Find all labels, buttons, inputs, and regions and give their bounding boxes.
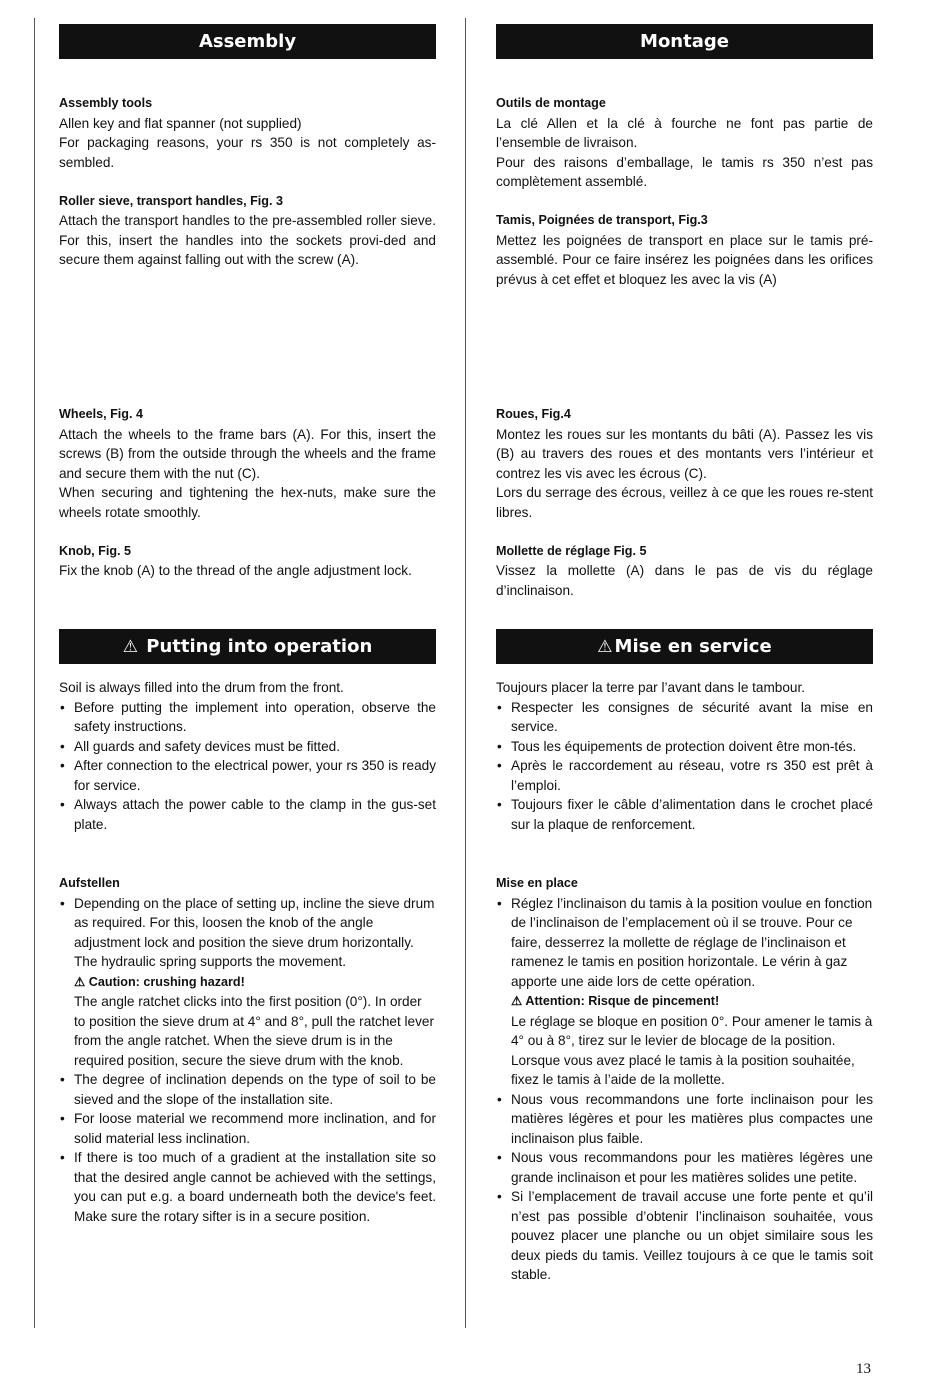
mise-en-service-intro: Toujours placer la terre par l’avant dans le tambour. <box>496 680 806 695</box>
page-number: 13 <box>856 1361 871 1377</box>
warning-triangle-icon: ⚠ <box>597 637 613 657</box>
list-item: • Nous vous recommandons pour les matières légères une grande inclinaison et pour les matières solides une petite. <box>496 1148 873 1187</box>
roues-heading: Roues, Fig.4 <box>496 407 571 421</box>
mise-en-place-section <box>496 874 873 1285</box>
wheels-section <box>59 405 436 581</box>
warning-triangle-icon: ⚠ <box>511 994 523 1008</box>
list-item: • After connection to the electrical power, your rs 350 is ready for service. <box>59 756 436 795</box>
roues-text: Montez les roues sur les montants du bâti (A). Passez les vis (B) au travers des roues et des montants vers l’intérieur et contrez les vis avec les écrous (C). <box>496 426 873 481</box>
montage-section <box>496 24 873 289</box>
caution-text: Attention: Risque de pincement! <box>525 994 720 1008</box>
wheels-tighten-text: When securing and tightening the hex-nuts, make sure the wheels rotate smoothly. <box>59 485 436 520</box>
tamis-text: Mettez les poignées de transport en place sur le tamis pré-assemblé. Pour ce faire insérez les poignées dans les orifices prévus à cet effet et bloquez les avec la vis (A) <box>496 232 873 287</box>
list-item: • Before putting the implement into operation, observe the safety instructions. <box>59 698 436 737</box>
list-item: • Respecter les consignes de sécurité avant la mise en service. <box>496 698 873 737</box>
mise-en-service-title: Mise en service <box>614 636 772 657</box>
setup-section <box>59 874 436 1226</box>
setup-heading: Aufstellen <box>59 876 120 890</box>
mise-en-service-section <box>496 629 873 834</box>
caution-line <box>74 975 245 989</box>
warning-triangle-icon: ⚠ <box>122 637 138 657</box>
assembly-tools-text: Allen key and flat spanner (not supplied) <box>59 115 302 131</box>
mollette-heading: Mollette de réglage Fig. 5 <box>496 543 647 558</box>
list-item: • Après le raccordement au réseau, votre rs 350 est prêt à l’emploi. <box>496 756 873 795</box>
mise-en-service-list <box>496 698 873 835</box>
mise-en-service-title-bar <box>496 629 873 664</box>
list-item: • Tous les équipements de protection doivent être mon-tés. <box>496 737 873 757</box>
list-item: • Always attach the power cable to the clamp in the gus-set plate. <box>59 795 436 834</box>
list-item <box>496 894 873 1090</box>
roues-section <box>496 405 873 600</box>
setup-list <box>59 894 436 1227</box>
list-item <box>59 894 436 1071</box>
tamis-heading: Tamis, Poignées de transport, Fig.3 <box>496 213 708 227</box>
assembly-section <box>59 24 436 270</box>
roues-serrage-text: Lors du serrage des écrous, veillez à ce que les roues re-stent libres. <box>496 485 873 520</box>
center-column-rule <box>465 18 466 1328</box>
operation-title: Putting into operation <box>146 636 373 657</box>
assembly-title-bar <box>59 24 436 59</box>
setup-text: Depending on the place of setting up, incline the sieve drum as required. For this, loosen the knob of the angle adjustment lock and position the sieve drum horizontally. The hydraulic spring supports the movement. <box>74 895 435 969</box>
montage-title: Montage <box>640 31 729 52</box>
operation-title-bar <box>59 629 436 664</box>
list-item: • The degree of inclination depends on the type of soil to be sieved and the slope of the installation site. <box>59 1070 436 1109</box>
assembly-tools-heading: Assembly tools <box>59 96 153 110</box>
list-item: • Si l’emplacement de travail accuse une forte pente et qu’il n’est pas possible d’obtenir l’inclinaison souhaitée, vous pouvez placer une planche ou un objet similaire sous les deux pieds du tamis. Veillez toujours à ce que le tamis soit stable. <box>496 1187 873 1285</box>
operation-intro: Soil is always filled into the drum from the front. <box>59 680 344 695</box>
list-item: • For loose material we recommend more inclination, and for solid material less inclination. <box>59 1109 436 1148</box>
list-item: • All guards and safety devices must be fitted. <box>59 737 436 757</box>
roller-sieve-heading: Roller sieve, transport handles, Fig. 3 <box>59 193 283 208</box>
montage-packaging-text: Pour des raisons d’emballage, le tamis rs 350 n’est pas complètement assemblé. <box>496 154 873 189</box>
list-item: • Nous vous recommandons une forte inclinaison pour les matières légères et pour les matières plus compactes une inclinaison plus faible. <box>496 1090 873 1149</box>
operation-list <box>59 698 436 835</box>
assembly-title: Assembly <box>198 31 297 52</box>
mollette-text: Vissez la mollette (A) dans le pas de vis du réglage d’inclinaison. <box>496 563 873 598</box>
mise-en-place-heading: Mise en place <box>496 876 578 890</box>
wheels-text: Attach the wheels to the frame bars (A). For this, insert the screws (B) from the outside through the wheels and the frame and secure them with the nut (C). <box>59 426 436 481</box>
wheels-heading: Wheels, Fig. 4 <box>59 407 143 421</box>
caution-line <box>511 994 719 1008</box>
mise-en-place-reglage-text: Le réglage se bloque en position 0°. Pour amener le tamis à 4° ou à 8°, tirez sur le levier de blocage de la position. Lorsque vous avez placé le tamis à la position souhaitée, fixez le tamis à l’aide de la mollette. <box>511 1013 873 1087</box>
caution-text: Caution: crushing hazard! <box>88 974 245 989</box>
montage-tools-text: La clé Allen et la clé à fourche ne font pas partie de l’ensemble de livraison. <box>496 115 873 150</box>
knob-heading: Knob, Fig. 5 <box>59 543 132 558</box>
list-item: • Toujours fixer le câble d’alimentation dans le crochet placé sur la plaque de renforcement. <box>496 795 873 834</box>
list-item: • If there is too much of a gradient at the installation site so that the desired angle cannot be achieved with the settings, you can put e.g. a board underneath both the device's feet. Make sure the rotary sifter is in a secure position. <box>59 1148 436 1226</box>
montage-tools-heading: Outils de montage <box>496 96 606 110</box>
roller-sieve-text: Attach the transport handles to the pre-assembled roller sieve. For this, insert the handles into the sockets provi-ded and secure them against falling out with the screw (A). <box>59 213 436 267</box>
left-margin-rule <box>34 18 35 1328</box>
mise-en-place-list <box>496 894 873 1285</box>
assembly-packaging-text: For packaging reasons, your rs 350 is not completely as-sembled. <box>59 135 436 170</box>
warning-triangle-icon: ⚠ <box>74 974 86 989</box>
montage-title-bar <box>496 24 873 59</box>
mise-en-place-text: Réglez l’inclinaison du tamis à la position voulue en fonction de l’inclinaison de l’emplacement où il se trouve. Pour ce faire, desserrez la mollette de réglage de l’inclinaison et ramenez le tamis en position horizontale. Le vérin à gaz apporte une aide lors de cette opération. <box>511 895 873 989</box>
knob-text: Fix the knob (A) to the thread of the angle adjustment lock. <box>59 563 412 578</box>
setup-ratchet-text: The angle ratchet clicks into the first position (0°). In order to position the sieve drum at 4° and 8°, pull the ratchet lever from the angle ratchet. When the sieve drum is in the required position, secure the sieve drum with the knob. <box>74 994 434 1068</box>
operation-section <box>59 629 436 834</box>
